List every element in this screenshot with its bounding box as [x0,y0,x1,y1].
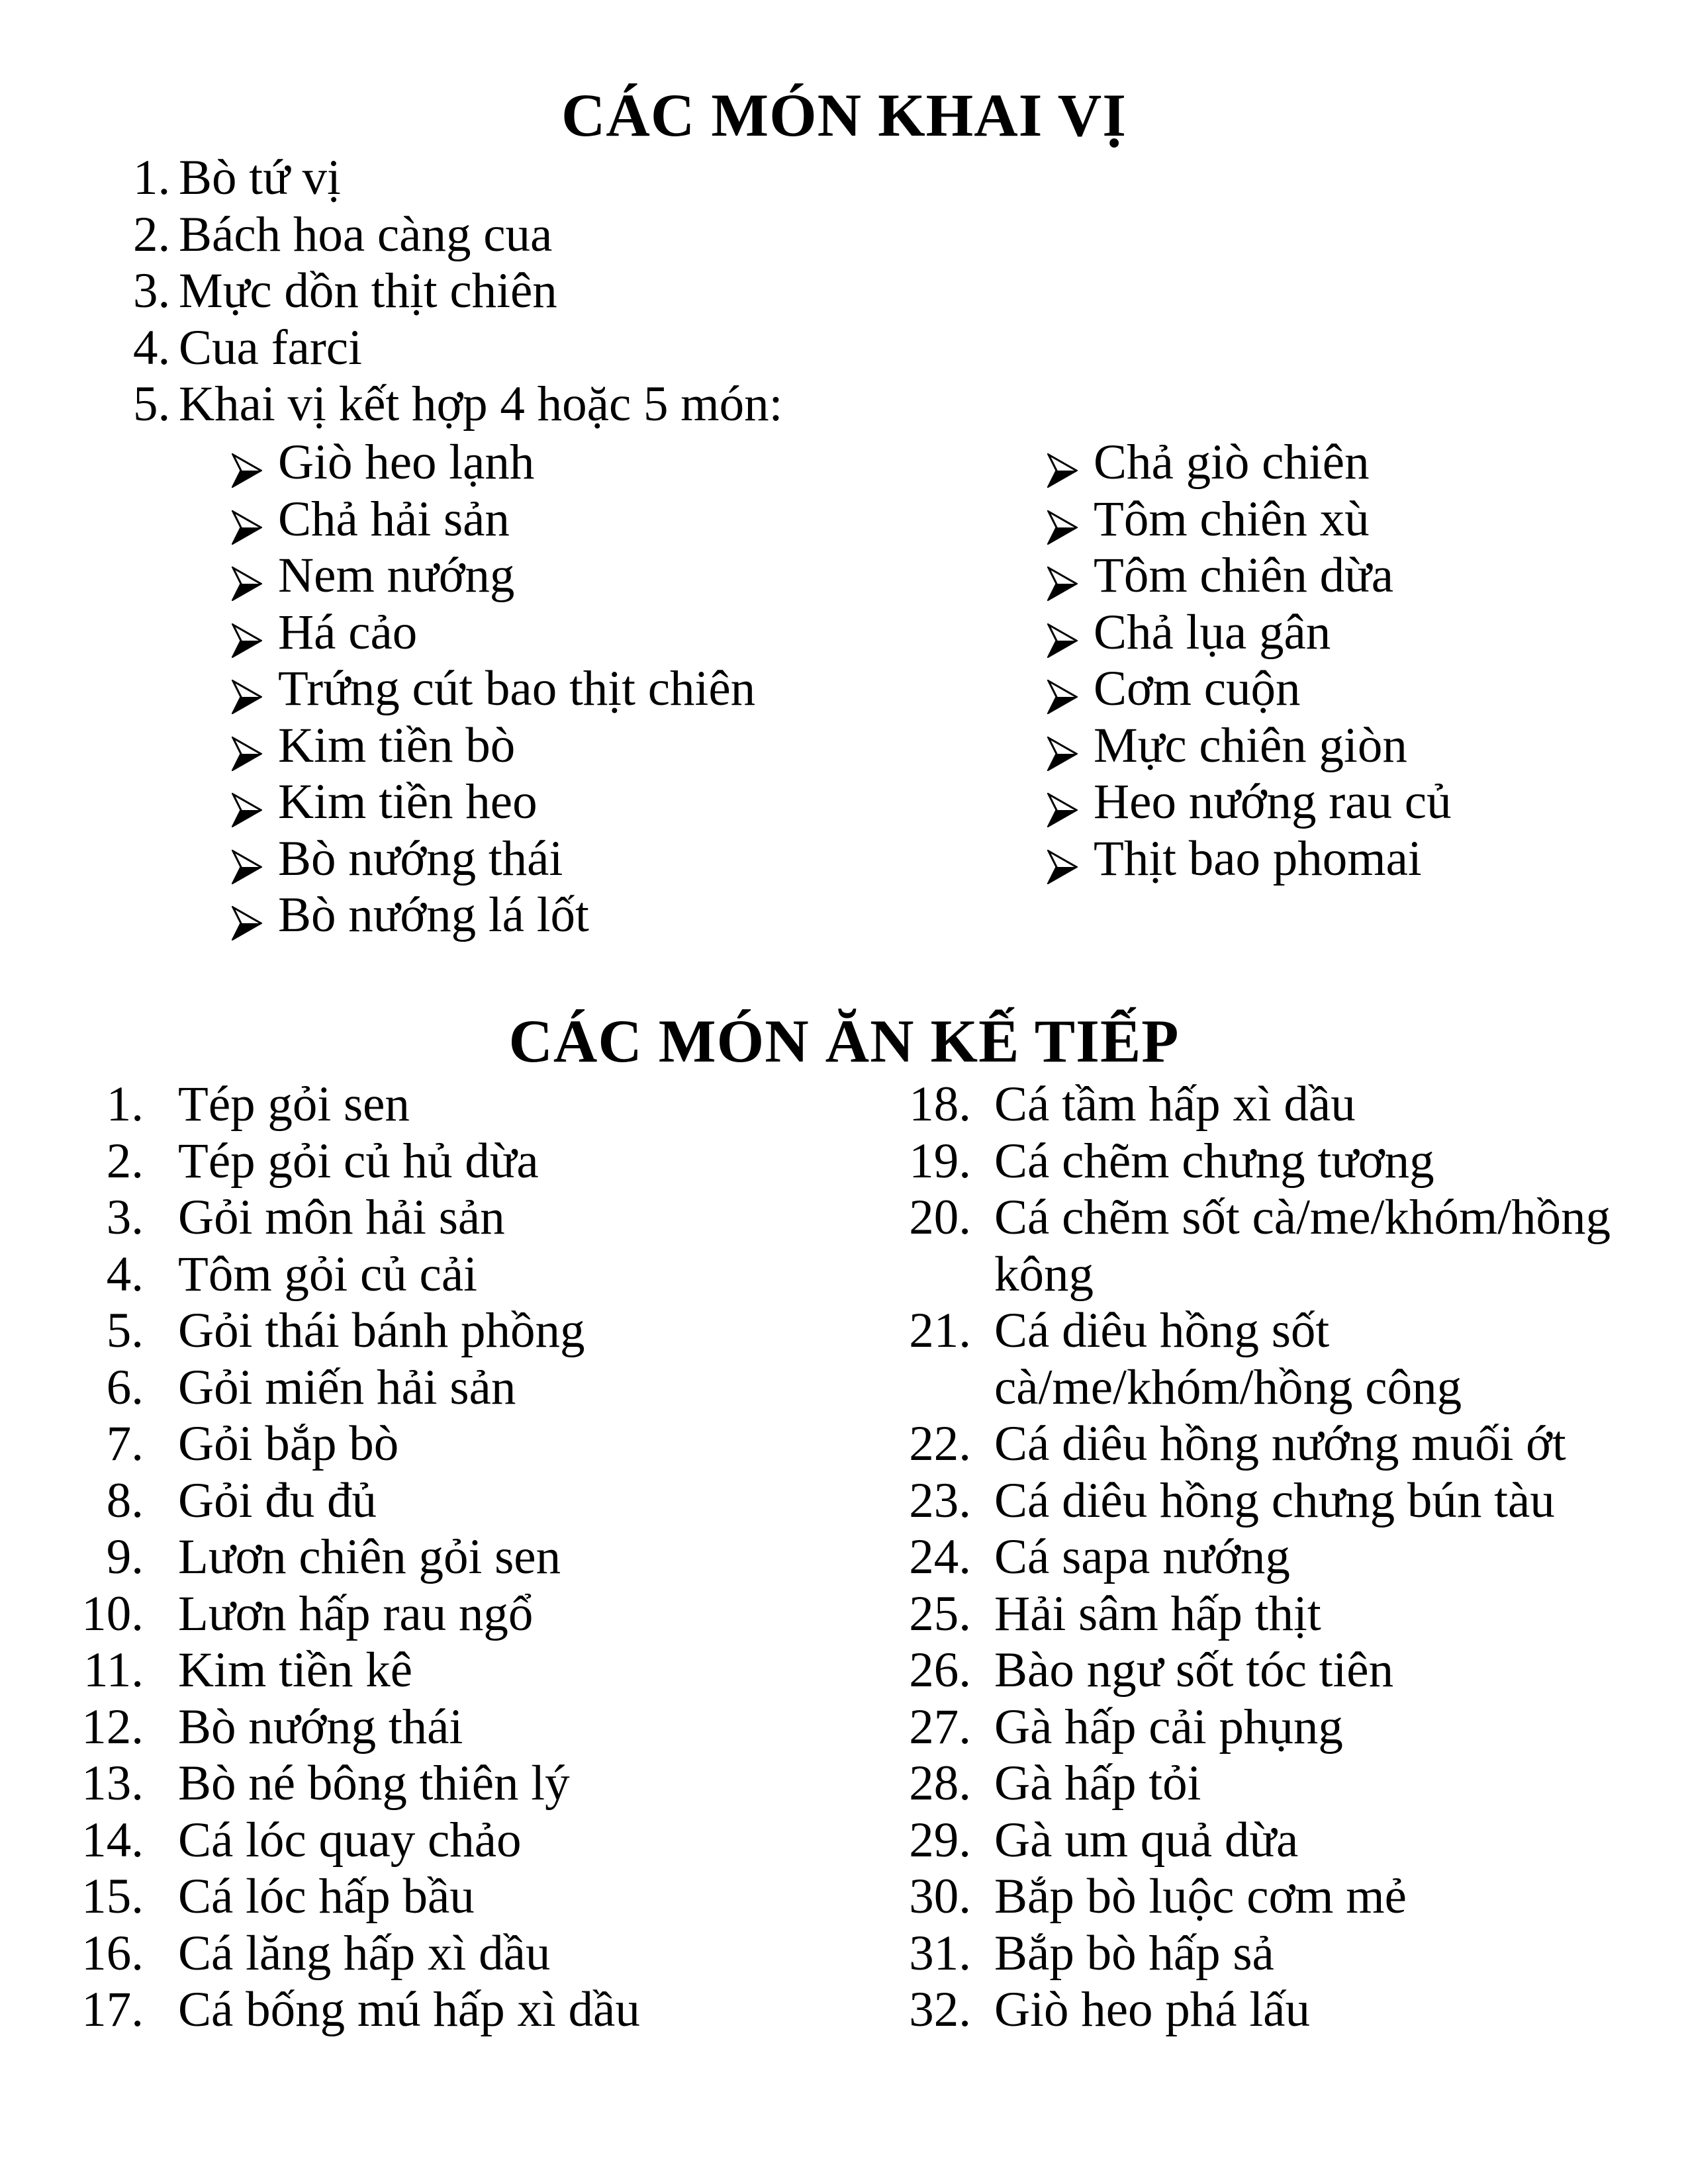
item-number: 31. [909,1925,971,1981]
arrowhead-bullet-icon [1047,614,1078,648]
combo-item-text: Trứng cút bao thịt chiên [278,661,756,716]
arrowhead-bullet-icon [232,727,262,761]
item-number: 1. [106,1077,144,1132]
item-text: Gỏi miến hải sản [178,1359,516,1415]
item-text: Cá bống mú hấp xì dầu [178,1982,640,2037]
arrowhead-bullet-icon [232,670,262,704]
item-text: Tép gỏi củ hủ dừa [178,1133,539,1189]
item-text: Cá diêu hồng sốt [994,1303,1330,1358]
item-number: 11. [83,1643,144,1698]
item-number: 2. [133,206,171,262]
item-number: 27. [909,1699,971,1754]
item-number: 28. [909,1756,971,1811]
item-number: 6. [106,1359,144,1415]
item-text: Giò heo phá lấu [994,1982,1310,2037]
item-number: 4. [133,320,171,375]
item-text: Gỏi đu đủ [178,1473,377,1528]
item-number: 26. [909,1643,971,1698]
item-text: Cá chẽm chưng tương [994,1133,1434,1189]
item-text: Bách hoa càng cua [179,206,553,262]
item-text: Gà hấp tỏi [994,1756,1201,1811]
item-number: 2. [106,1133,144,1189]
item-number: 7. [106,1416,144,1471]
item-text: Bào ngư sốt tóc tiên [994,1643,1394,1698]
combo-item-text: Heo nướng rau củ [1094,774,1452,829]
section-title-appetizers: CÁC MÓN KHAI VỊ [561,81,1127,149]
item-number: 30. [909,1869,971,1924]
item-number: 1. [133,150,171,205]
item-number: 29. [909,1812,971,1868]
arrowhead-bullet-icon [1047,670,1078,704]
arrowhead-bullet-icon [1047,443,1078,478]
item-text: Lươn chiên gỏi sen [178,1529,561,1584]
arrowhead-bullet-icon [232,443,262,478]
combo-item-text: Nem nướng [278,548,515,603]
combo-item-text: Há cảo [278,604,418,660]
item-number: 21. [909,1303,971,1358]
combo-item-text: Tôm chiên dừa [1094,548,1394,603]
combo-item-text: Giò heo lạnh [278,435,535,490]
arrowhead-bullet-icon [1047,727,1078,761]
item-number: 20. [909,1190,971,1245]
item-text: Cá lóc hấp bầu [178,1869,475,1924]
item-text: Gỏi môn hải sản [178,1190,505,1245]
combo-item-text: Cơm cuộn [1094,661,1301,716]
item-number: 22. [909,1416,971,1471]
item-text: Cua farci [179,320,362,375]
item-number: 19. [909,1133,971,1189]
arrowhead-bullet-icon [232,500,262,535]
item-text: Gà um quả dừa [994,1812,1299,1868]
item-number: 16. [81,1925,144,1981]
item-number: 14. [81,1812,144,1868]
item-text: Tép gỏi sen [178,1077,410,1132]
combo-item-text: Thịt bao phomai [1094,831,1422,886]
item-number: 18. [909,1077,971,1132]
item-number: 13. [81,1756,144,1811]
arrowhead-bullet-icon [1047,840,1078,874]
item-text: cà/me/khóm/hồng công [994,1359,1462,1415]
item-text: Cá tầm hấp xì dầu [994,1077,1356,1132]
item-number: 24. [909,1529,971,1584]
item-number: 17. [81,1982,144,2037]
arrowhead-bullet-icon [232,896,262,931]
item-text: Bò nướng thái [178,1699,463,1754]
item-text: Gỏi bắp bò [178,1416,399,1471]
arrowhead-bullet-icon [1047,557,1078,591]
item-text: Cá sapa nướng [994,1529,1290,1584]
item-text: Tôm gỏi củ cải [178,1246,477,1302]
item-text: Cá chẽm sốt cà/me/khóm/hồng [994,1190,1611,1245]
item-text: Cá diêu hồng nướng muối ớt [994,1416,1566,1471]
item-text: Khai vị kết hợp 4 hoặc 5 món: [179,377,783,432]
item-text: kông [994,1246,1094,1302]
item-number: 8. [106,1473,144,1528]
arrowhead-bullet-icon [1047,783,1078,817]
item-text: Bò né bông thiên lý [178,1756,570,1811]
item-number: 5. [133,377,171,432]
item-number: 10. [81,1586,144,1641]
item-text: Gà hấp cải phụng [994,1699,1343,1754]
combo-item-text: Chả hải sản [278,491,510,547]
arrowhead-bullet-icon [232,783,262,817]
item-number: 4. [106,1246,144,1302]
item-number: 23. [909,1473,971,1528]
combo-item-text: Kim tiền heo [278,774,538,829]
item-number: 3. [106,1190,144,1245]
combo-item-text: Bò nướng lá lốt [278,887,589,942]
item-number: 5. [106,1303,144,1358]
combo-item-text: Tôm chiên xù [1094,491,1370,547]
item-number: 15. [81,1869,144,1924]
combo-item-text: Kim tiền bò [278,717,516,773]
item-text: Kim tiền kê [178,1643,413,1698]
item-text: Gỏi thái bánh phồng [178,1303,585,1358]
item-text: Cá diêu hồng chưng bún tàu [994,1473,1555,1528]
item-text: Cá lăng hấp xì dầu [178,1925,551,1981]
item-text: Bắp bò hấp sả [994,1925,1274,1981]
item-text: Hải sâm hấp thịt [994,1586,1321,1641]
item-number: 12. [81,1699,144,1754]
item-text: Bò tứ vị [179,150,341,205]
item-text: Cá lóc quay chảo [178,1812,522,1868]
section-title-main-courses: CÁC MÓN ĂN KẾ TIẾP [508,1007,1180,1075]
combo-item-text: Chả giò chiên [1094,435,1370,490]
item-text: Bắp bò luộc cơm mẻ [994,1869,1407,1924]
arrowhead-bullet-icon [232,840,262,874]
item-number: 3. [133,263,171,318]
arrowhead-bullet-icon [232,614,262,648]
combo-item-text: Bò nướng thái [278,831,563,886]
item-text: Mực dồn thịt chiên [179,263,557,318]
item-number: 32. [909,1982,971,2037]
item-text: Lươn hấp rau ngổ [178,1586,534,1641]
item-number: 9. [106,1529,144,1584]
item-number: 25. [909,1586,971,1641]
arrowhead-bullet-icon [232,557,262,591]
combo-item-text: Chả lụa gân [1094,604,1331,660]
combo-item-text: Mực chiên giòn [1094,717,1407,773]
arrowhead-bullet-icon [1047,500,1078,535]
